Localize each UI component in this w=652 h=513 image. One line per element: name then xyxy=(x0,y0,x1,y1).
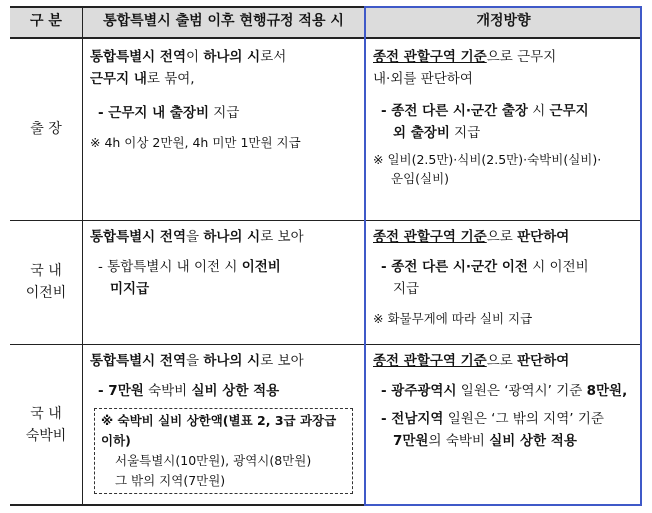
revised-bullet: - 광주광역시 일원은 ‘광역시’ 기준 8만원, xyxy=(381,383,628,399)
current-bullet-cont: 미지급 xyxy=(110,281,150,297)
row-label-relocation xyxy=(10,220,82,344)
revised-line: 종전 관할구역 기준으로 판단하여 xyxy=(373,229,570,245)
row-label-line: 이전비 xyxy=(25,285,67,301)
header-category: 구 분 xyxy=(10,6,82,38)
revised-bullet-cont: 7만원의 숙박비 실비 상한 적용 xyxy=(393,433,577,449)
lodging-cap-title: ※ 숙박비 실비 상한액(별표 2, 3급 과장급 이하) xyxy=(101,413,337,448)
current-line: 통합특별시 전역이 하나의 시로서 xyxy=(90,49,287,65)
row-label-business-trip xyxy=(10,38,82,220)
lodging-cap-line: 그 밖의 지역(7만원) xyxy=(115,473,226,488)
current-note: ※ 4h 이상 2만원, 4h 미만 1만원 지급 xyxy=(90,135,301,150)
current-bullet: - 통합특별시 내 이전 시 이전비 xyxy=(98,259,281,275)
revision-column-highlight xyxy=(364,6,642,506)
revised-line: 내·외를 판단하여 xyxy=(373,71,473,87)
current-line: 통합특별시 전역을 하나의 시로 보아 xyxy=(90,229,304,245)
current-relocation xyxy=(82,220,365,344)
revised-bullet: - 종전 다른 시·군간 이전 시 이전비 xyxy=(381,259,589,275)
current-lodging xyxy=(82,344,365,506)
lodging-cap-line: 서울특별시(10만원), 광역시(8만원) xyxy=(115,453,312,468)
row-label-line: 국 내 xyxy=(30,406,62,422)
row-label-line: 출 장 xyxy=(30,121,62,137)
revised-bullet: - 종전 다른 시·군간 출장 시 근무지 xyxy=(381,103,589,119)
current-bullet: - 근무지 내 출장비 지급 xyxy=(98,105,240,121)
revised-note-cont: 운임(실비) xyxy=(391,171,450,186)
row-label-lodging xyxy=(10,344,82,506)
current-line: 근무지 내로 묶여, xyxy=(90,71,195,87)
lodging-cap-box xyxy=(94,408,353,494)
comparison-table xyxy=(10,6,642,506)
revised-line: 종전 관할구역 기준으로 근무지 xyxy=(373,49,557,65)
revised-bullet-cont: 외 출장비 지급 xyxy=(393,125,481,141)
revised-note: ※ 화물무게에 따라 실비 지급 xyxy=(373,311,533,326)
revised-line: 종전 관할구역 기준으로 판단하여 xyxy=(373,353,570,369)
revised-bullet-cont: 지급 xyxy=(393,281,420,297)
current-line: 통합특별시 전역을 하나의 시로 보아 xyxy=(90,353,304,369)
revised-note: ※ 일비(2.5만)·식비(2.5만)·숙박비(실비)· xyxy=(373,152,602,167)
column-divider xyxy=(82,6,83,506)
row-label-line: 숙박비 xyxy=(25,428,67,444)
revised-bullet: - 전남지역 일원은 ‘그 밖의 지역’ 기준 xyxy=(381,411,604,427)
current-business-trip xyxy=(82,38,365,220)
header-current-rule: 통합특별시 출범 이후 현행규정 적용 시 xyxy=(82,6,365,38)
header-revision-direction: 개정방향 xyxy=(365,6,642,38)
row-label-line: 국 내 xyxy=(30,263,62,279)
current-bullet: - 7만원 숙박비 실비 상한 적용 xyxy=(98,383,280,399)
